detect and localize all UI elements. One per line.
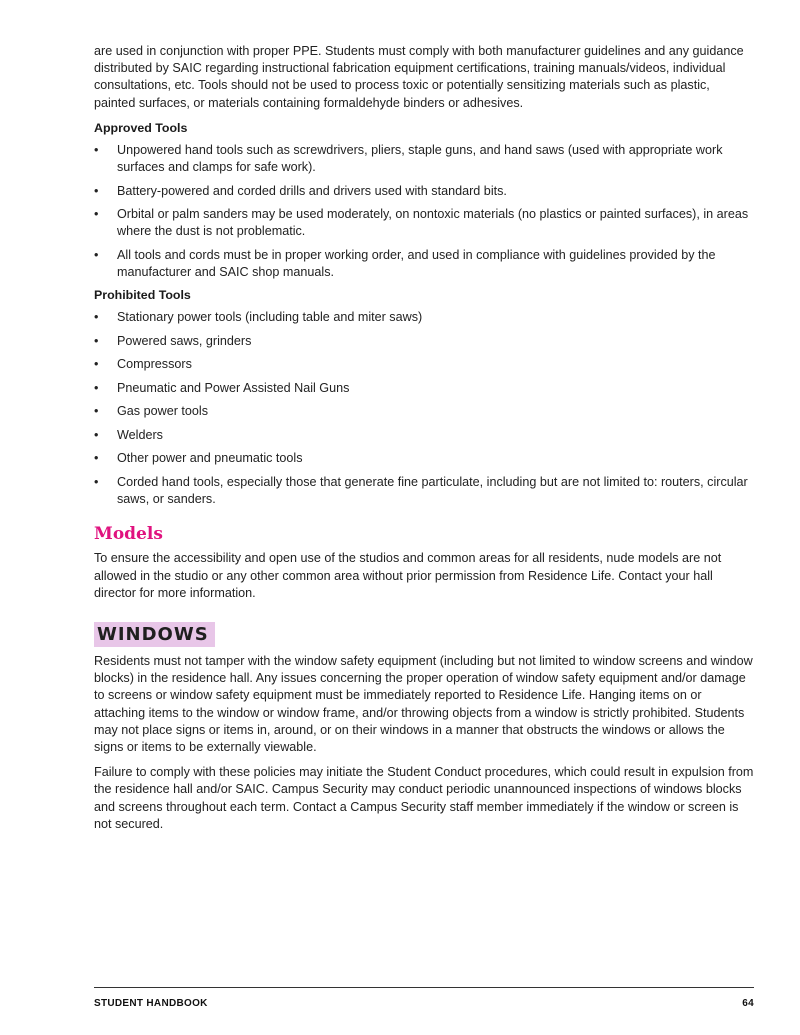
list-item: • Welders (94, 427, 754, 444)
list-item: • Other power and pneumatic tools (94, 450, 754, 467)
footer-title: STUDENT HANDBOOK (94, 998, 208, 1009)
list-item: • Powered saws, grinders (94, 333, 754, 350)
bullet-icon: • (94, 310, 99, 325)
windows-paragraph-2: Failure to comply with these policies may initiate the Student Conduct procedures, which could result in expulsion from the residence hall and/or SAIC. Campus Security may conduct periodic unannounced inspections of windows blocks and screens throughout each term. Contact a Campus Security staff member immediately if the window or screen is not secured. (94, 765, 754, 831)
bullet-icon: • (94, 427, 99, 442)
list-item: • Stationary power tools (including table and miter saws) (94, 309, 754, 326)
footer-divider (94, 987, 754, 988)
windows-heading: WINDOWS (94, 622, 215, 647)
list-item: • All tools and cords must be in proper working order, and used in compliance with guidelines provided by the manufacturer and SAIC shop manuals. (94, 247, 716, 279)
models-paragraph: To ensure the accessibility and open use of the studios and common areas for all residents, nude models are not allowed in the studio or any other common area without prior permission from Residence Life. Contact your hall director for more information. (94, 551, 722, 600)
page-footer (94, 998, 754, 1009)
prohibited-tools-heading: Prohibited Tools (94, 288, 191, 303)
bullet-icon: • (94, 357, 99, 372)
approved-tools-list (94, 142, 754, 281)
intro-paragraph: are used in conjunction with proper PPE. Students must comply with both manufacturer guidelines and any guidance distributed by SAIC regarding instructional fabrication equipment certifications, training manuals/videos, individual consultations, etc. Tools should not be used to process toxic or potentially sensitizing materials such as plastic, painted surfaces, or materials containing formaldehyde binders or adhesives. (94, 44, 744, 110)
bullet-icon: • (94, 474, 99, 489)
bullet-icon: • (94, 451, 99, 466)
list-item: • Unpowered hand tools such as screwdrivers, pliers, staple guns, and hand saws (used with appropriate work surfaces and clamps for safe work). (94, 142, 723, 175)
list-item: • Compressors (94, 356, 754, 373)
list-item: • Battery-powered and corded drills and drivers used with standard bits. (94, 183, 754, 200)
page-number: 64 (742, 998, 754, 1009)
bullet-icon: • (94, 247, 99, 262)
list-item: • Orbital or palm sanders may be used moderately, on nontoxic materials (no plastics or painted surfaces), in areas where the dust is not problematic. (94, 207, 749, 239)
prohibited-tools-list (94, 309, 754, 508)
bullet-icon: • (94, 142, 99, 157)
bullet-icon: • (94, 404, 99, 419)
bullet-icon: • (94, 207, 99, 222)
windows-section-header (94, 622, 754, 647)
windows-paragraph-1: Residents must not tamper with the window safety equipment (including but not limited to window screens and window blocks) in the residence hall. Any issues concerning the proper operation of window safety equipment and/or damage to screens or window safety equipment must be immediately reported to Residence Life. Hanging items on or attaching items to the window or window frame, and/or throwing objects from a window is strictly prohibited. Students may not place signs or items in, around, or on their windows in a manner that obstructs the windows or allows the signs or items to be externally viewable. (94, 653, 753, 754)
models-heading: Models (94, 524, 163, 545)
approved-tools-heading: Approved Tools (94, 120, 188, 135)
page-content (94, 43, 754, 841)
list-item: • Corded hand tools, especially those that generate fine particulate, including but are not limited to: routers, circular saws, or sanders. (94, 474, 748, 507)
list-item: • Pneumatic and Power Assisted Nail Guns (94, 380, 754, 397)
list-item: • Gas power tools (94, 403, 754, 420)
bullet-icon: • (94, 333, 99, 348)
bullet-icon: • (94, 183, 99, 198)
bullet-icon: • (94, 380, 99, 395)
